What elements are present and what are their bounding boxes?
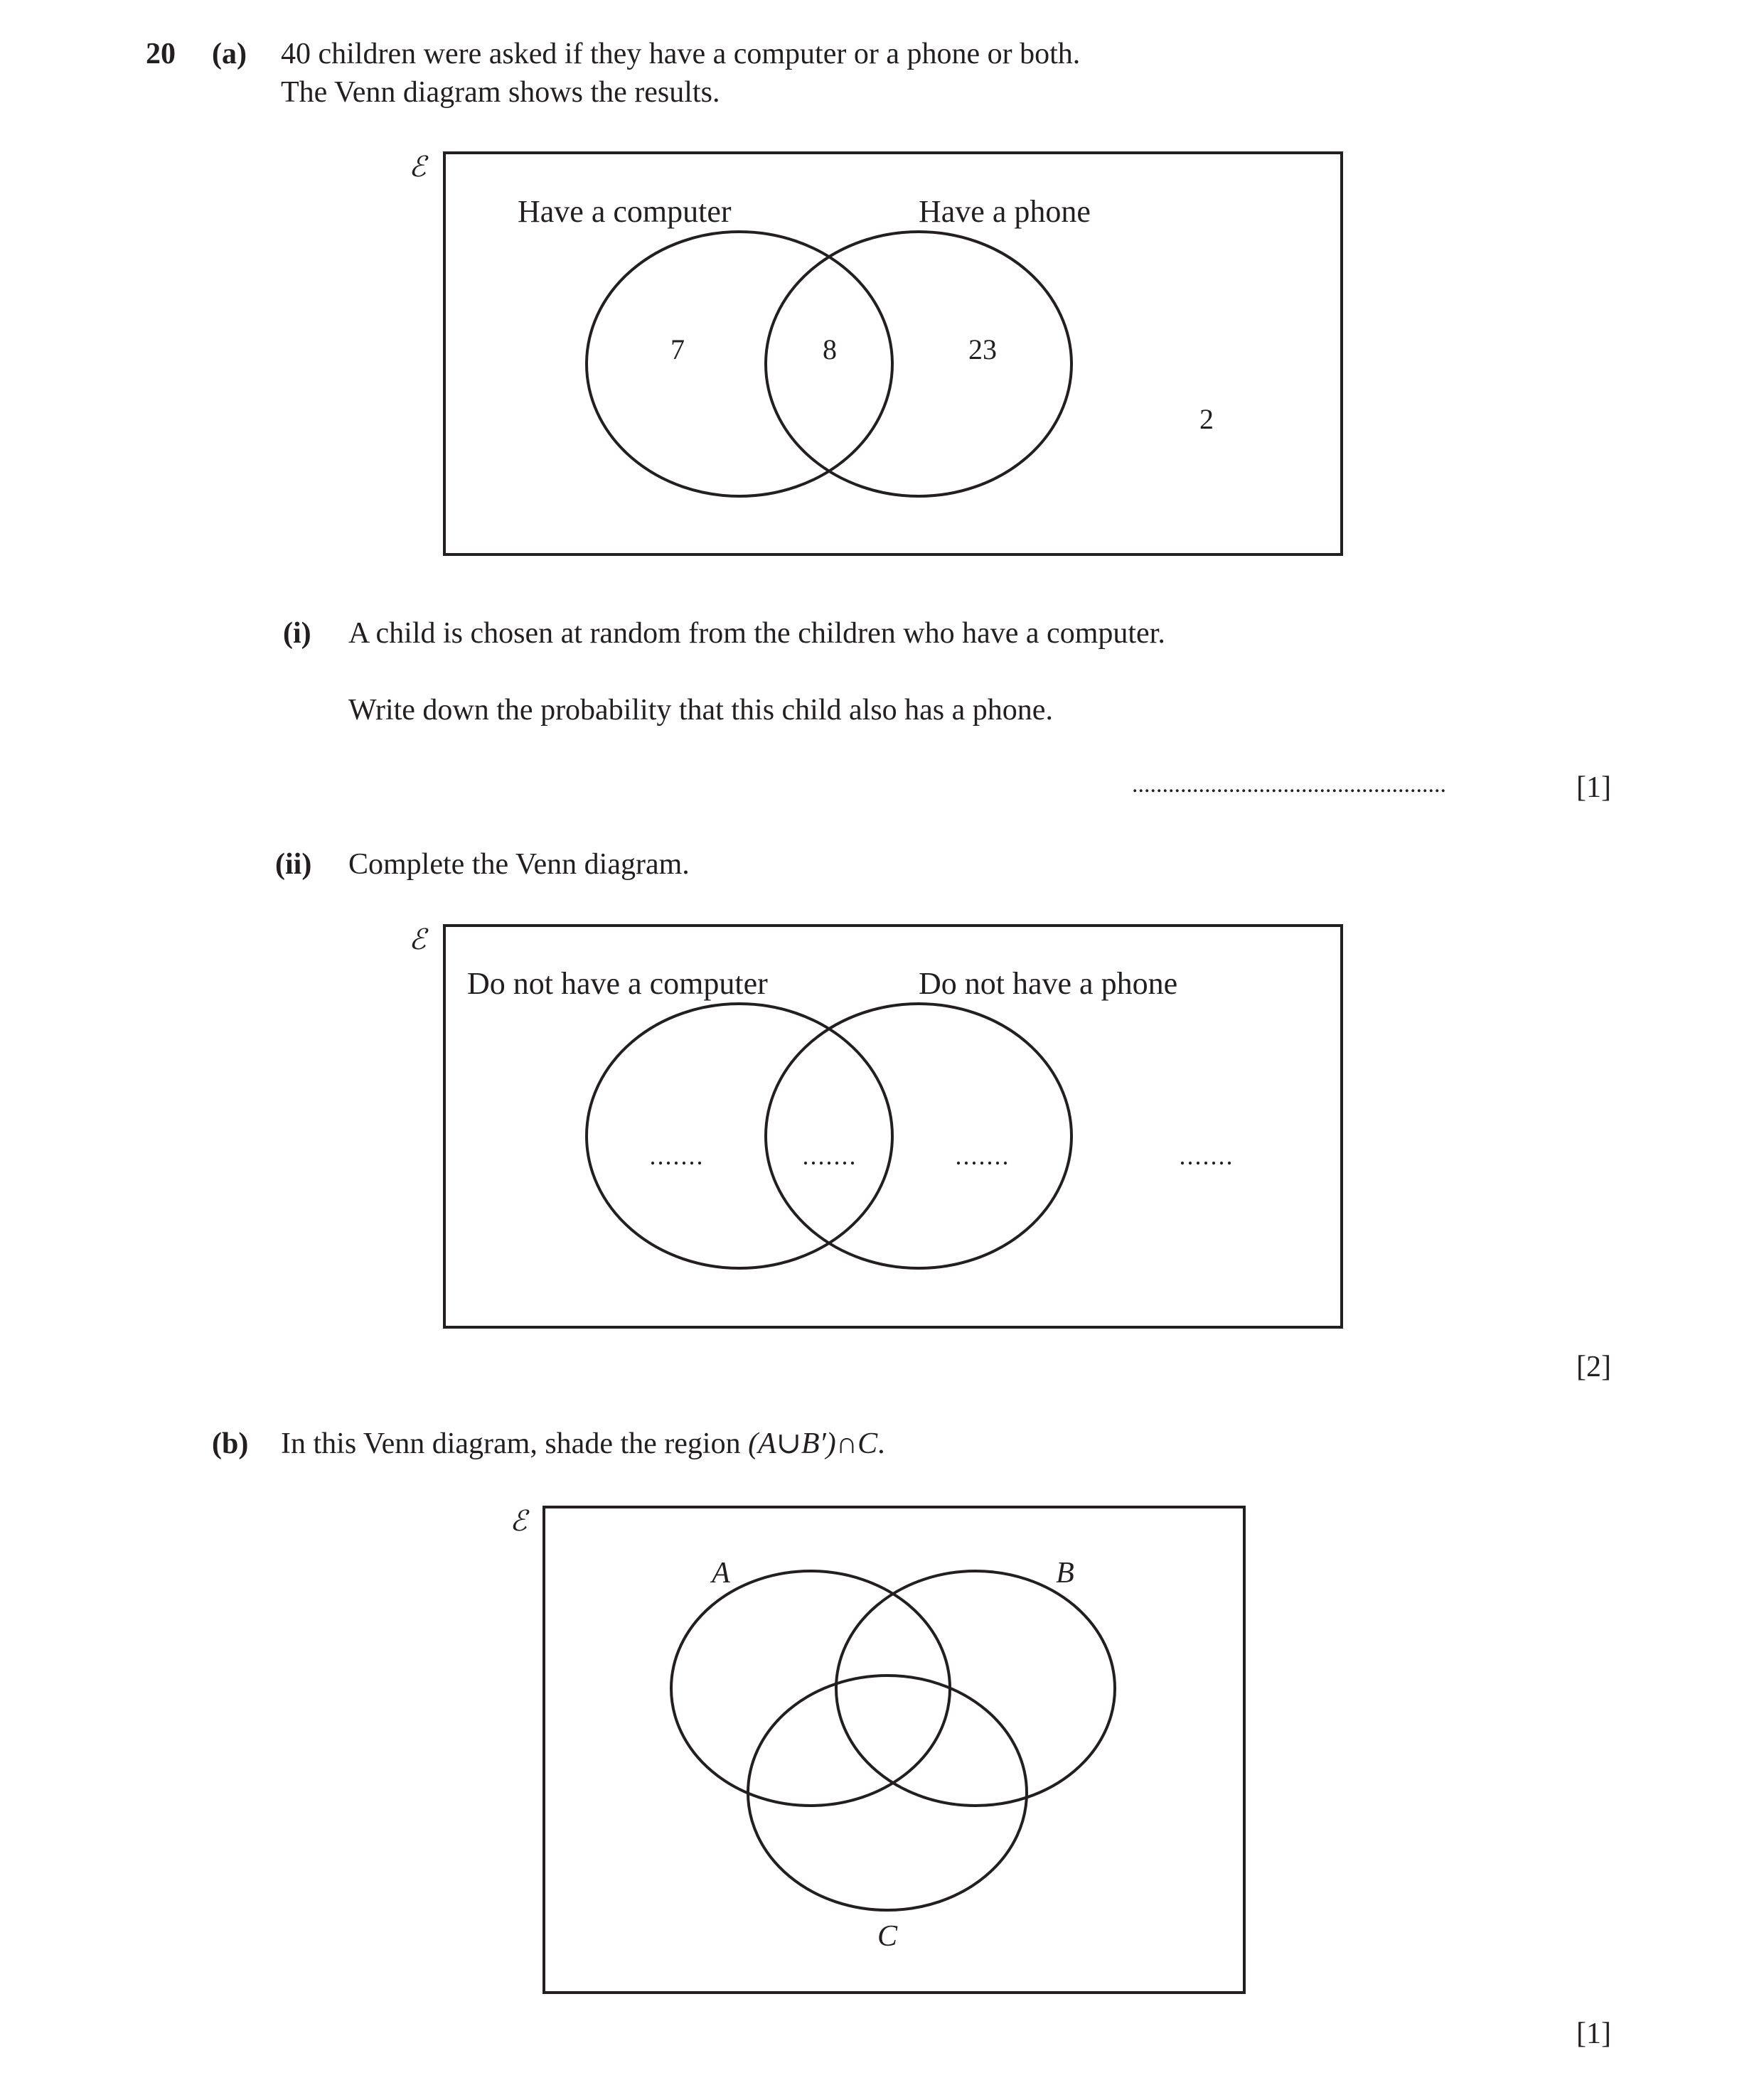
blank-no-computer-only[interactable]: ....... [649,1142,705,1170]
universal-set-symbol-2: ℰ [409,923,427,956]
marks-b: [1] [1576,2017,1611,2050]
part-ii-text: Complete the Venn diagram. [348,848,690,881]
part-i-label: (i) [283,617,311,650]
set-label-a: A [712,1557,730,1590]
answer-line-i[interactable]: .................................................... [1132,771,1446,798]
part-i-line-1: A child is chosen at random from the children who have a computer. [348,617,1165,650]
region-both: 8 [823,333,837,365]
blank-both[interactable]: ....... [802,1142,857,1170]
part-b-text-suffix: . [877,1427,885,1460]
set-label-no-phone: Do not have a phone [919,966,1178,1001]
region-computer-only: 7 [670,333,685,365]
set-label-computer: Have a computer [518,194,732,229]
blank-outside[interactable]: ....... [1179,1142,1234,1170]
region-outside: 2 [1199,403,1214,435]
marks-i: [1] [1576,771,1611,804]
part-i-line-2: Write down the probability that this child also has a phone. [348,694,1053,727]
set-label-no-computer: Do not have a computer [467,966,768,1001]
blank-no-phone-only[interactable]: ....... [955,1142,1010,1170]
part-a-label: (a) [212,38,247,70]
set-circle-c[interactable] [748,1676,1027,1910]
universal-set-symbol-1: ℰ [409,151,427,183]
set-circle-a[interactable] [671,1571,950,1806]
part-b-text-prefix: In this Venn diagram, shade the region [281,1427,749,1460]
set-label-c: C [877,1920,898,1953]
part-a-line-2: The Venn diagram shows the results. [281,76,720,109]
part-a-line-1: 40 children were asked if they have a computer or a phone or both. [281,38,1081,70]
set-label-b: B [1056,1557,1074,1590]
part-ii-label: (ii) [275,848,312,881]
universal-set-symbol-3: ℰ [510,1505,528,1538]
set-label-phone: Have a phone [919,194,1091,229]
question-number: 20 [146,38,176,70]
set-circle-b[interactable] [836,1571,1115,1806]
region-phone-only: 23 [968,333,997,365]
part-b-label: (b) [212,1427,249,1460]
part-b-expression: (A∪B′)∩C [748,1427,878,1460]
marks-ii: [2] [1576,1351,1611,1383]
